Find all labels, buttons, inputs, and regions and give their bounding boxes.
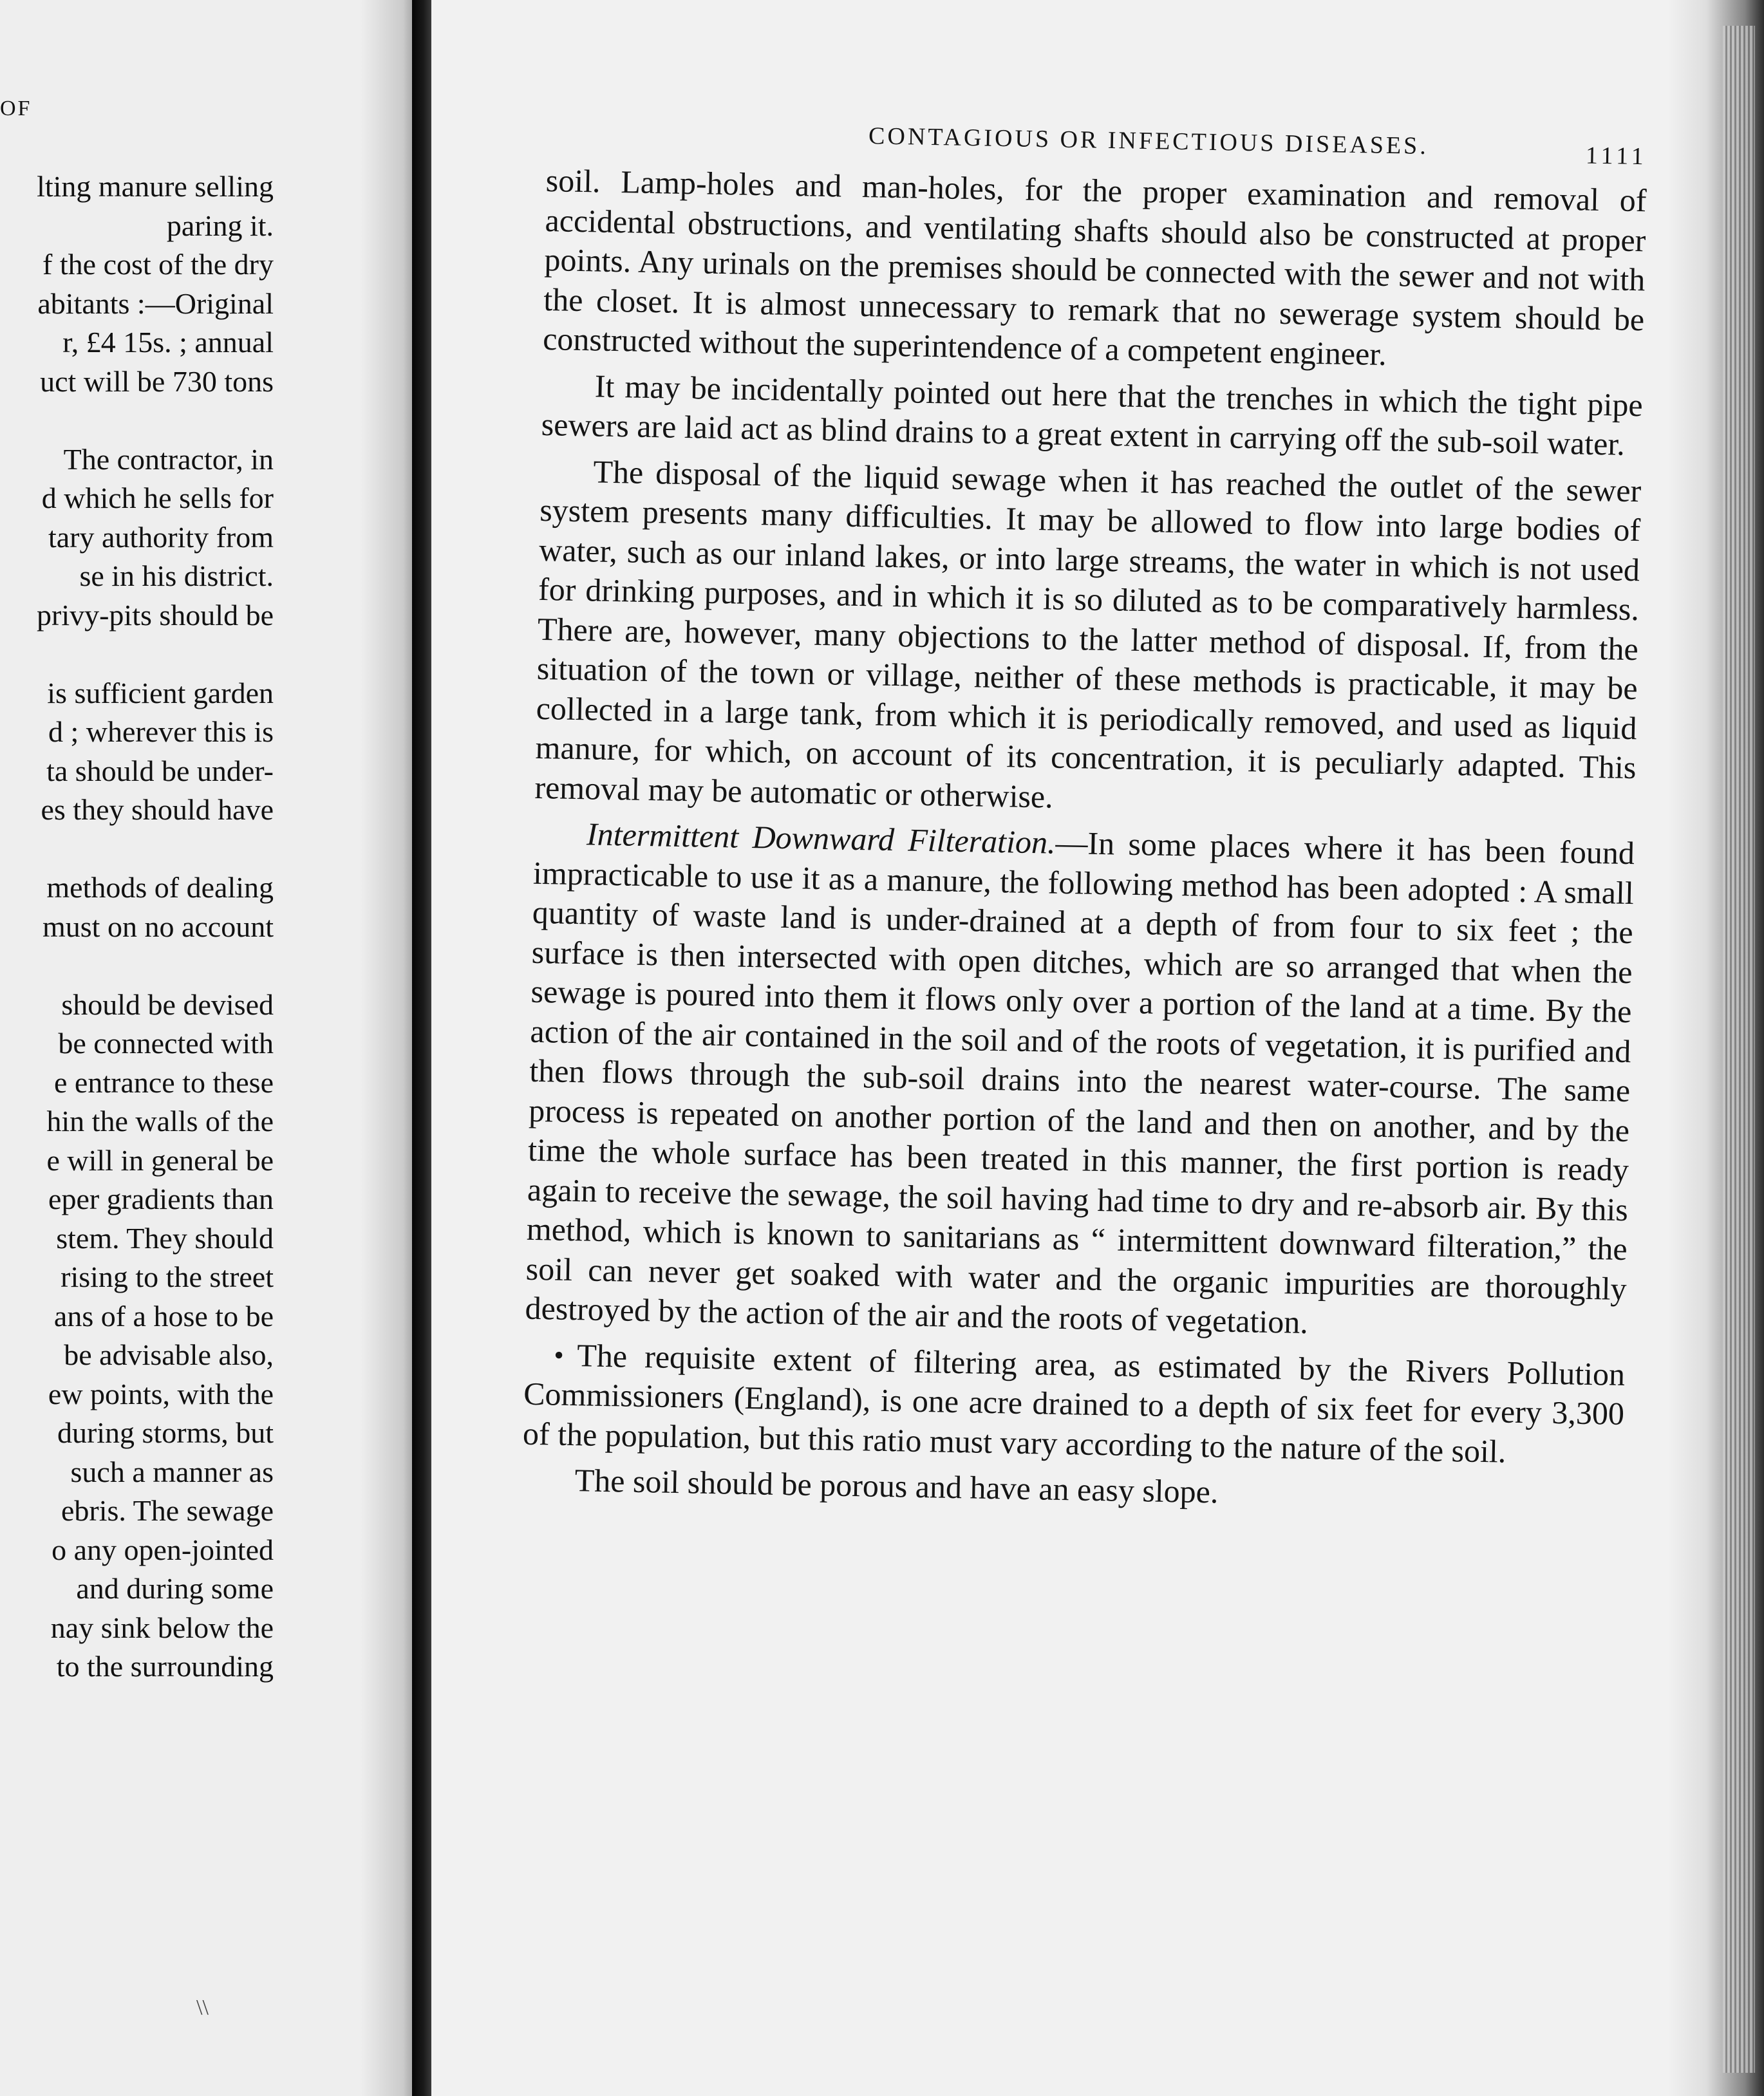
left-page-line: abitants :—Original	[37, 286, 274, 320]
paragraph-filtration	[525, 814, 1635, 1349]
left-page-line: e entrance to these	[54, 1065, 274, 1099]
left-page-fragment	[0, 0, 412, 2096]
left-page-line: ta should be under-	[46, 754, 274, 787]
body-text	[521, 161, 1647, 1519]
paragraph-sewer-construction: soil. Lamp-holes and man-holes, for the proper examination and removal of accidental obstructions, and ventilating shafts should also be constructed at proper points. Any urinals on the premises should be connected with the sewer and not with the closet. It is almost unnecessary to remark that no sewerage system should be constructed without the superintendence of a competent engineer.	[542, 162, 1647, 372]
left-page-line: f the cost of the dry	[42, 248, 274, 281]
left-page-shadow	[361, 0, 412, 2096]
running-head-title: CONTAGIOUS OR INFECTIOUS DISEASES.	[868, 122, 1429, 160]
left-page-line: The contractor, in	[63, 442, 274, 476]
left-page-line: such a manner as	[70, 1455, 274, 1488]
left-page-line: uct will be 730 tons	[40, 364, 274, 398]
left-page-line: nay sink below the	[50, 1611, 274, 1644]
left-page-line: is sufficient garden	[47, 676, 274, 709]
left-page-line: be advisable also,	[64, 1338, 274, 1371]
left-page-line: r, £4 15s. ; annual	[62, 326, 274, 359]
left-page-line: hin the walls of the	[46, 1105, 274, 1137]
left-page-line: during storms, but	[57, 1416, 274, 1449]
left-page-line: ans of a hose to be	[53, 1299, 274, 1333]
left-page-line: se in his district.	[79, 559, 274, 592]
left-page-line: d ; wherever this is	[48, 715, 274, 748]
left-page-line: to the surrounding	[56, 1650, 274, 1683]
paragraph-liquid-sewage: The disposal of the liquid sewage when it has reached the outlet of the sewer system presents many difficulties. It may be allowed to flow into large bodies of water, such as our inland lakes, or into large streams, the water in which is not used for drinking purposes, and in which it is so diluted as to be comparatively harmless. There are, however, many objections to the latter method of disposal. If, from the situation of the town or village, neither of these methods is practicable, it may be collected in a large tank, from which it is periodically removed, and used as liquid manure, for which, on account of its concentration, it is peculiarly adapted. This removal may be automatic or otherwise.	[534, 453, 1642, 815]
left-page-line: rising to the street	[61, 1260, 274, 1293]
right-page	[431, 0, 1764, 2096]
left-page-line: e will in general be	[46, 1143, 274, 1177]
left-page-text	[0, 167, 274, 1687]
paragraph-trenches: It may be incidentally pointed out here that the trenches in which the tight pipe sewers are laid act as blind drains to a great extent in carrying off the sub-soil water.	[541, 367, 1644, 462]
page-number: 1111	[1585, 142, 1648, 171]
left-page-line: o any open-jointed	[52, 1533, 274, 1566]
left-page-line: eper gradients than	[48, 1183, 274, 1215]
bullet-mark: •	[553, 1339, 565, 1371]
section-heading-filtration: Intermittent Downward Filteration.	[586, 816, 1056, 861]
left-page-line	[0, 946, 274, 986]
left-page-mark: \\	[196, 1996, 209, 2019]
left-page-line: paring it.	[166, 209, 274, 242]
filtering-area-text: The requisite extent of filtering area, as estimated by the Rivers Pollution Commissioners (England), is one acre drained to a depth of six feet for every 3,300 of the population, but this ratio must vary according to the nature of the soil.	[522, 1336, 1626, 1470]
left-page-line: privy-pits should be	[37, 598, 274, 632]
left-page-line	[0, 401, 274, 440]
left-page-line: and during some	[76, 1572, 274, 1605]
left-page-line: es they should have	[41, 793, 274, 826]
left-page-line	[0, 830, 274, 869]
left-page-line: should be devised	[61, 987, 274, 1021]
left-page-line: ew points, with the	[48, 1377, 274, 1410]
left-page-line: must on no account	[42, 910, 274, 943]
filtration-text: —In some places where it has been found impracticable to use it as a manure, the following method has been adopted : A small quantity of waste land is under-drained at a depth of from four to six feet ; the surface is then intersected with open ditches, which are so arranged that when the sewage is poured into them it flows only over a portion of the land at a time. By the action of the air contained in the soil and of the roots of vegetation, it is purified and then flows through the sub-soil drains into the nearest water-course. The same process is repeated on another portion of the land and then on another, and by the time the whole surface has been treated in this manner, the first portion is ready again to receive the sewage, the soil having had time to dry and re-absorb air. By this method, which is known to sanitarians as “ intermittent downward filteration,” the soil can never get soaked with water and the organic impurities are thoroughly destroyed by the action of the air and the roots of vegetation.	[525, 824, 1635, 1340]
left-page-line	[0, 635, 274, 674]
book-gutter	[412, 0, 431, 2096]
left-page-line: stem. They should	[56, 1221, 274, 1255]
left-page-line: be connected with	[58, 1027, 274, 1060]
left-page-line: methods of dealing	[46, 871, 274, 904]
left-page-line: lting manure selling	[37, 170, 274, 203]
left-running-head-fragment: OF	[0, 97, 32, 120]
paragraph-soil-slope: The soil should be porous and have an easy slope.	[574, 1462, 1219, 1510]
left-page-line: ebris. The sewage	[61, 1494, 274, 1527]
page-stack-edge	[1723, 26, 1755, 2073]
paragraph-filtering-area	[523, 1334, 1626, 1474]
page-text-block	[521, 103, 1647, 1519]
left-page-line: d which he sells for	[41, 482, 274, 514]
left-page-line: tary authority from	[48, 520, 274, 554]
